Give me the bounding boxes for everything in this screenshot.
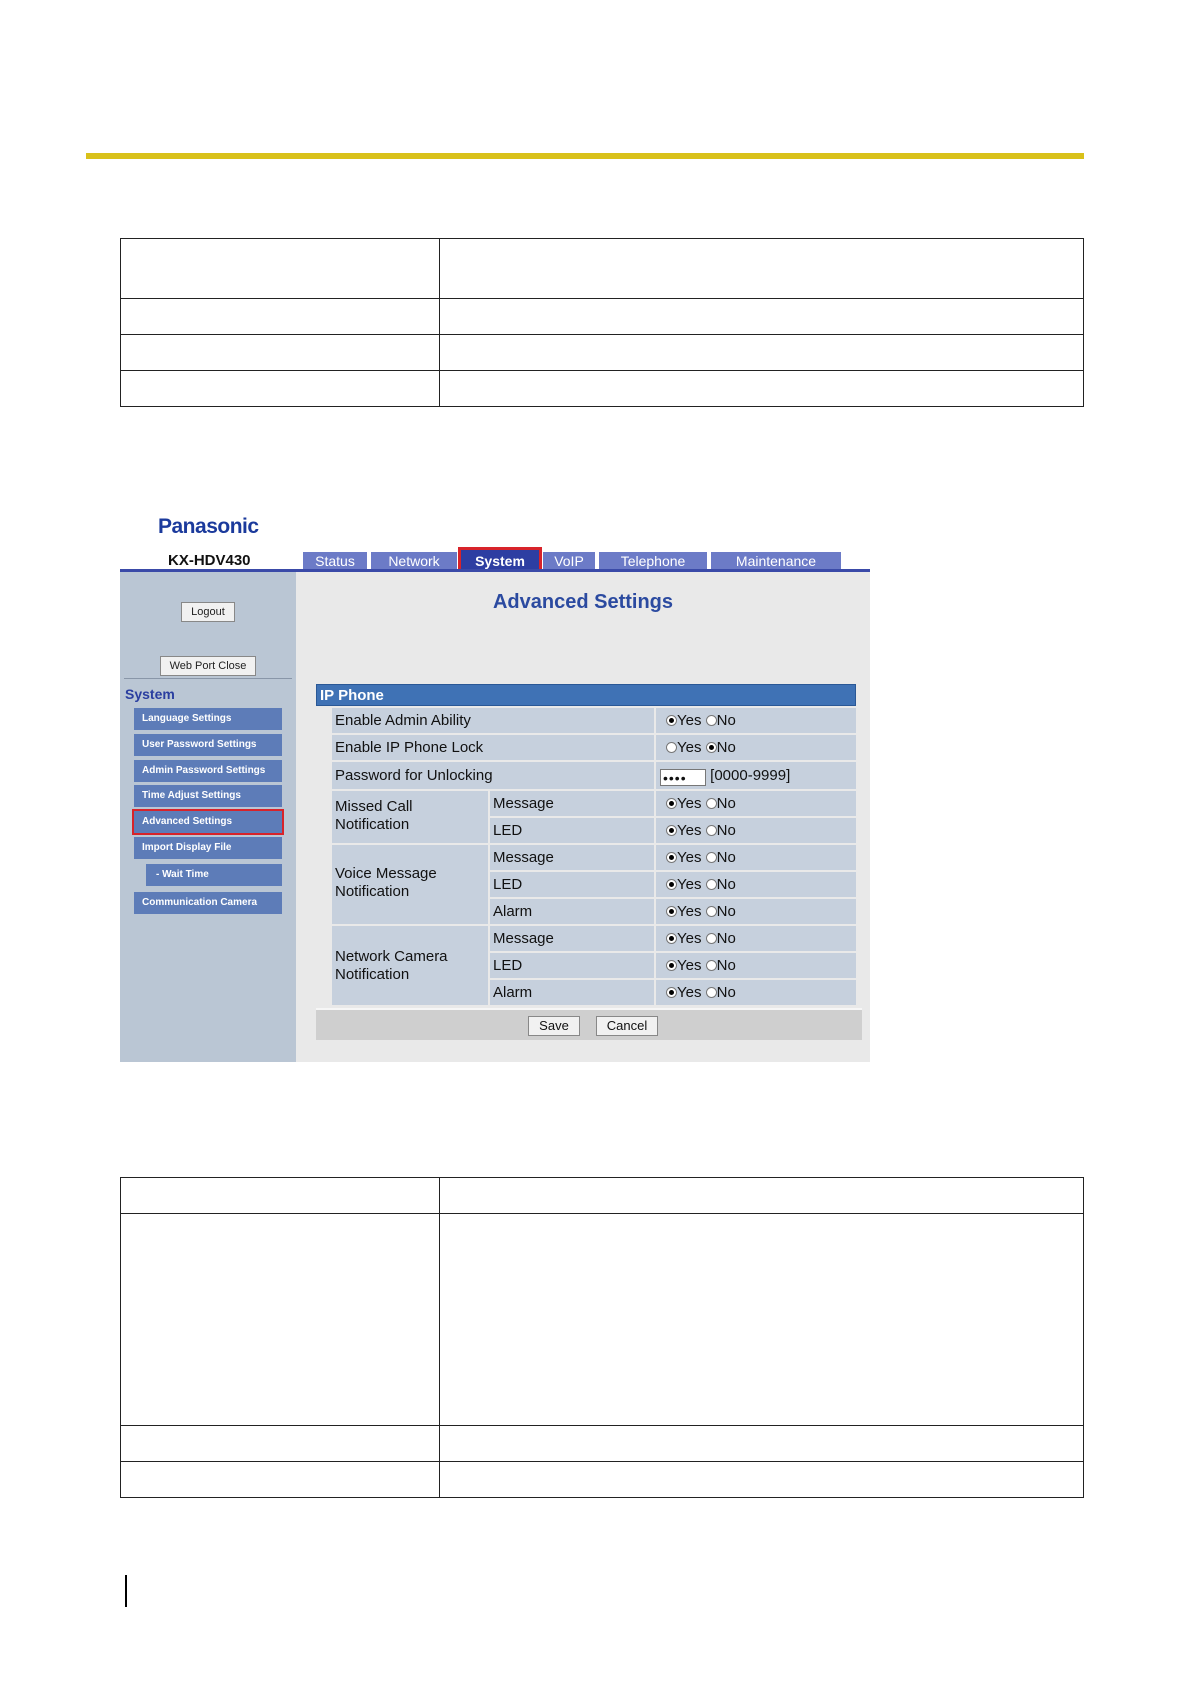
voice-message-led-options bbox=[656, 872, 856, 897]
table-cell bbox=[121, 335, 440, 371]
voice-message-led-yes-radio[interactable] bbox=[666, 879, 677, 890]
group-label-line: Missed Call bbox=[335, 798, 413, 815]
table-cell bbox=[121, 1426, 440, 1462]
password-for-unlocking-label: Password for Unlocking bbox=[332, 762, 654, 789]
missed-call-led-options bbox=[656, 818, 856, 843]
table-cell bbox=[440, 1426, 1084, 1462]
voice-message-message-no-radio[interactable] bbox=[706, 852, 717, 863]
radio-label-yes: Yes bbox=[677, 739, 702, 756]
sidebar-item-communication-camera[interactable]: Communication Camera bbox=[134, 892, 282, 914]
panasonic-logo: Panasonic bbox=[158, 515, 259, 538]
table-cell bbox=[440, 239, 1084, 299]
password-range-hint: [0000-9999] bbox=[710, 767, 791, 784]
cancel-button[interactable]: Cancel bbox=[596, 1016, 658, 1036]
voice-message-message-label: Message bbox=[490, 845, 654, 870]
radio-label-no: No bbox=[716, 984, 736, 1001]
sidebar-item-time-adjust-settings[interactable]: Time Adjust Settings bbox=[134, 785, 282, 807]
tab-system[interactable]: System bbox=[461, 550, 539, 572]
header-accent-bar bbox=[86, 153, 1084, 159]
radio-label-yes: Yes bbox=[677, 712, 702, 729]
table-cell bbox=[121, 1462, 440, 1498]
network-camera-alarm-yes-radio[interactable] bbox=[666, 987, 677, 998]
missed-call-message-label: Message bbox=[490, 791, 654, 816]
enable-ip-phone-lock-no-radio[interactable] bbox=[706, 742, 717, 753]
network-camera-message-no-radio[interactable] bbox=[706, 933, 717, 944]
table-cell bbox=[440, 1462, 1084, 1498]
network-camera-led-label: LED bbox=[490, 953, 654, 978]
network-camera-alarm-label: Alarm bbox=[490, 980, 654, 1005]
radio-label-yes: Yes bbox=[677, 957, 702, 974]
sidebar-item-user-password-settings[interactable]: User Password Settings bbox=[134, 734, 282, 756]
model-name: KX-HDV430 bbox=[168, 552, 251, 569]
sidebar-item-wait-time[interactable]: - Wait Time bbox=[146, 864, 282, 886]
radio-label-no: No bbox=[716, 795, 736, 812]
radio-label-yes: Yes bbox=[677, 849, 702, 866]
radio-label-no: No bbox=[716, 876, 736, 893]
radio-label-no: No bbox=[716, 822, 736, 839]
group-label-line: Notification bbox=[335, 883, 410, 900]
group-label-line: Notification bbox=[335, 816, 410, 833]
page-margin-mark bbox=[125, 1575, 127, 1607]
table-cell bbox=[121, 299, 440, 335]
sidebar-item-language-settings[interactable]: Language Settings bbox=[134, 708, 282, 730]
section-header-ip-phone: IP Phone bbox=[316, 684, 856, 706]
tab-telephone[interactable]: Telephone bbox=[599, 552, 707, 570]
enable-admin-ability-no-radio[interactable] bbox=[706, 715, 717, 726]
missed-call-message-options bbox=[656, 791, 856, 816]
enable-admin-ability-label: Enable Admin Ability bbox=[332, 708, 654, 733]
table-cell bbox=[440, 1214, 1084, 1426]
table-cell bbox=[121, 239, 440, 299]
main-content bbox=[296, 572, 870, 1062]
sidebar-section-title: System bbox=[125, 686, 175, 702]
tab-network[interactable]: Network bbox=[371, 552, 457, 570]
table-cell bbox=[121, 371, 440, 407]
group-label-line: Voice Message bbox=[335, 865, 437, 882]
radio-label-yes: Yes bbox=[677, 984, 702, 1001]
voice-message-alarm-yes-radio[interactable] bbox=[666, 906, 677, 917]
sidebar bbox=[120, 572, 296, 1062]
bottom-table bbox=[120, 1177, 1084, 1498]
missed-call-led-no-radio[interactable] bbox=[706, 825, 717, 836]
web-port-close-button[interactable]: Web Port Close bbox=[160, 656, 256, 676]
web-ui-screenshot bbox=[120, 500, 870, 1062]
form-footer bbox=[316, 1008, 862, 1040]
voice-message-message-options bbox=[656, 845, 856, 870]
tab-status[interactable]: Status bbox=[303, 552, 367, 570]
tab-voip[interactable]: VoIP bbox=[543, 552, 595, 570]
radio-label-no: No bbox=[716, 712, 736, 729]
voice-message-notification-label bbox=[332, 845, 488, 924]
missed-call-message-yes-radio[interactable] bbox=[666, 798, 677, 809]
enable-admin-ability-options bbox=[656, 708, 856, 733]
top-table bbox=[120, 238, 1084, 407]
radio-label-no: No bbox=[716, 957, 736, 974]
network-camera-message-label: Message bbox=[490, 926, 654, 951]
voice-message-alarm-options bbox=[656, 899, 856, 924]
group-label-line: Network Camera bbox=[335, 948, 448, 965]
save-button[interactable]: Save bbox=[528, 1016, 580, 1036]
password-for-unlocking-field-cell bbox=[656, 762, 856, 789]
group-label-line: Notification bbox=[335, 966, 410, 983]
missed-call-notification-label bbox=[332, 791, 488, 843]
logout-button[interactable]: Logout bbox=[181, 602, 235, 622]
radio-label-no: No bbox=[716, 849, 736, 866]
voice-message-led-no-radio[interactable] bbox=[706, 879, 717, 890]
missed-call-led-yes-radio[interactable] bbox=[666, 825, 677, 836]
network-camera-notification-label bbox=[332, 926, 488, 1005]
sidebar-item-advanced-settings[interactable]: Advanced Settings bbox=[134, 811, 282, 833]
voice-message-message-yes-radio[interactable] bbox=[666, 852, 677, 863]
enable-admin-ability-yes-radio[interactable] bbox=[666, 715, 677, 726]
enable-ip-phone-lock-yes-radio[interactable] bbox=[666, 742, 677, 753]
table-cell bbox=[440, 371, 1084, 407]
radio-label-no: No bbox=[716, 930, 736, 947]
enable-ip-phone-lock-label: Enable IP Phone Lock bbox=[332, 735, 654, 760]
network-camera-message-yes-radio[interactable] bbox=[666, 933, 677, 944]
tab-maintenance[interactable]: Maintenance bbox=[711, 552, 841, 570]
table-cell bbox=[440, 1178, 1084, 1214]
missed-call-message-no-radio[interactable] bbox=[706, 798, 717, 809]
enable-ip-phone-lock-options bbox=[656, 735, 856, 760]
voice-message-alarm-label: Alarm bbox=[490, 899, 654, 924]
page-title: Advanced Settings bbox=[492, 591, 674, 613]
network-camera-alarm-no-radio[interactable] bbox=[706, 987, 717, 998]
table-cell bbox=[121, 1178, 440, 1214]
network-camera-alarm-options bbox=[656, 980, 856, 1005]
table-cell bbox=[440, 335, 1084, 371]
missed-call-led-label: LED bbox=[490, 818, 654, 843]
radio-label-yes: Yes bbox=[677, 822, 702, 839]
sidebar-item-import-display-file[interactable]: Import Display File bbox=[134, 837, 282, 859]
radio-label-no: No bbox=[716, 739, 736, 756]
sidebar-item-admin-password-settings[interactable]: Admin Password Settings bbox=[134, 760, 282, 782]
sidebar-divider bbox=[124, 678, 292, 679]
voice-message-alarm-no-radio[interactable] bbox=[706, 906, 717, 917]
network-camera-led-options bbox=[656, 953, 856, 978]
radio-label-yes: Yes bbox=[677, 795, 702, 812]
radio-label-yes: Yes bbox=[677, 876, 702, 893]
table-cell bbox=[121, 1214, 440, 1426]
password-input[interactable]: •••• bbox=[660, 769, 706, 786]
network-camera-led-yes-radio[interactable] bbox=[666, 960, 677, 971]
table-cell bbox=[440, 299, 1084, 335]
radio-label-yes: Yes bbox=[677, 903, 702, 920]
radio-label-no: No bbox=[716, 903, 736, 920]
network-camera-led-no-radio[interactable] bbox=[706, 960, 717, 971]
voice-message-led-label: LED bbox=[490, 872, 654, 897]
radio-label-yes: Yes bbox=[677, 930, 702, 947]
network-camera-message-options bbox=[656, 926, 856, 951]
